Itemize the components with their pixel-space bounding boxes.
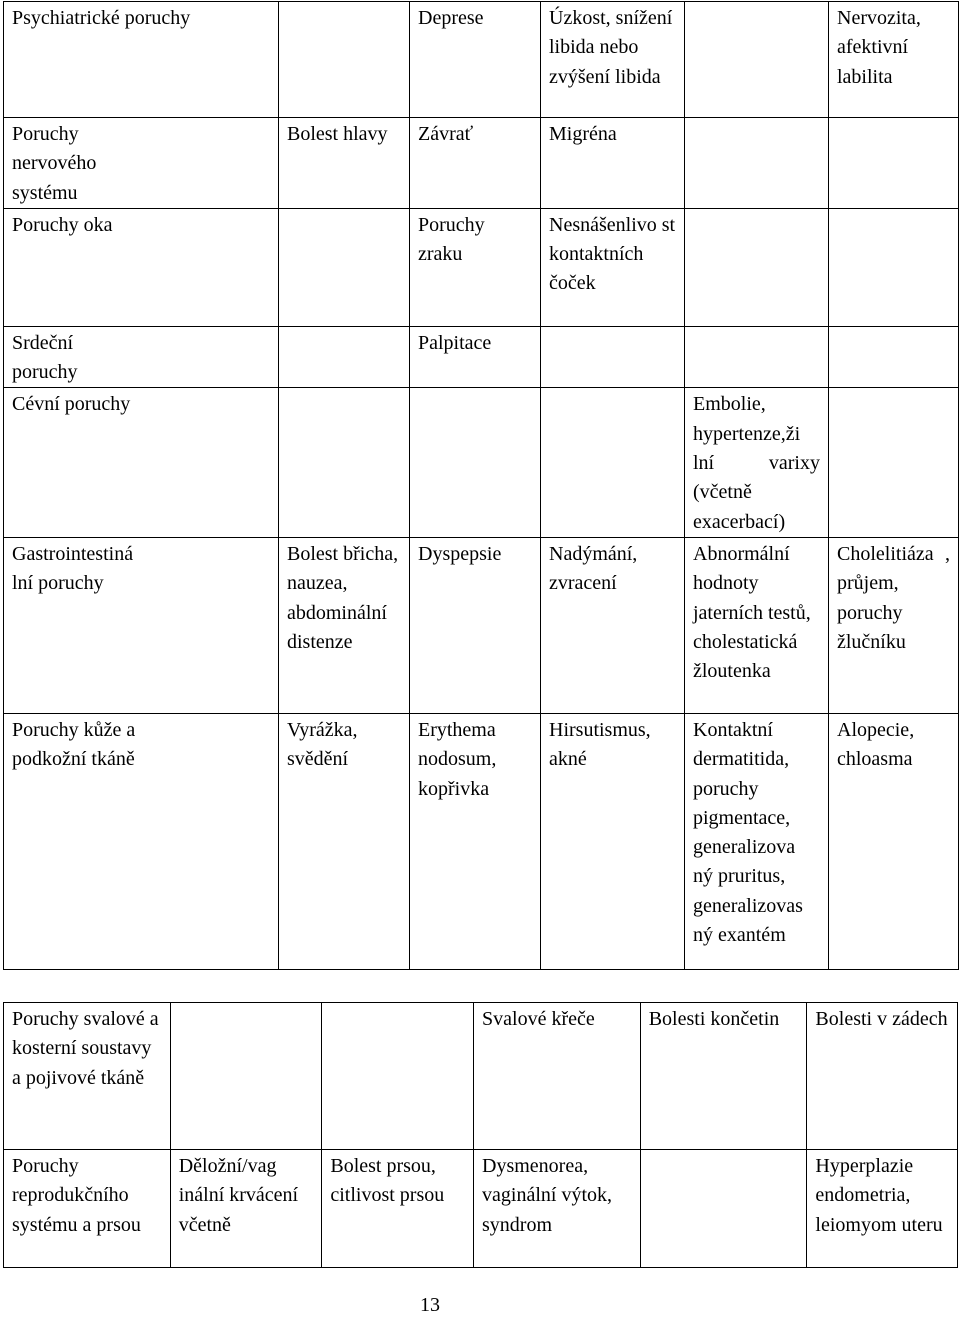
adverse-effects-table bbox=[3, 1, 959, 970]
table-cell: Bolest prsou, citlivost prsou bbox=[322, 1150, 474, 1268]
table-row bbox=[4, 537, 959, 713]
table-cell bbox=[170, 1003, 322, 1150]
table-cell: Nesnášenlivo st kontaktních čoček bbox=[541, 208, 685, 326]
table-cell: Erythema nodosum, kopřivka bbox=[410, 713, 541, 969]
table-cell bbox=[829, 208, 959, 326]
table-cell: Poruchy zraku bbox=[410, 208, 541, 326]
table-cell: Hyperplazie endometria, leiomyom uteru bbox=[807, 1150, 958, 1268]
table-row bbox=[4, 388, 959, 537]
table-cell bbox=[541, 326, 685, 388]
table-row bbox=[4, 2, 959, 118]
table-row bbox=[4, 1003, 958, 1150]
table-cell: Nervozita, afektivní labilita bbox=[829, 2, 959, 118]
table-cell: Bolest hlavy bbox=[279, 118, 410, 209]
table-cell bbox=[640, 1150, 807, 1268]
table-row bbox=[4, 208, 959, 326]
table-cell bbox=[685, 326, 829, 388]
organ-system-cell: Psychiatrické poruchy bbox=[4, 2, 279, 118]
table-cell: Abnormální hodnoty jaterních testů, cholestatická žloutenka bbox=[685, 537, 829, 713]
table-cell: Závrať bbox=[410, 118, 541, 209]
table-cell bbox=[829, 118, 959, 209]
table-cell bbox=[279, 208, 410, 326]
organ-system-cell: Gastrointestiná lní poruchy bbox=[4, 537, 279, 713]
table-cell bbox=[829, 388, 959, 537]
table-cell bbox=[279, 388, 410, 537]
table-cell: Kontaktní dermatitida, poruchy pigmentace, generalizova ný pruritus, generalizovas ný exantém bbox=[685, 713, 829, 969]
table-cell bbox=[279, 326, 410, 388]
organ-system-cell: Poruchy nervového systému bbox=[4, 118, 279, 209]
organ-system-cell: Srdeční poruchy bbox=[4, 326, 279, 388]
table-cell: Vyrážka, svědění bbox=[279, 713, 410, 969]
table-cell bbox=[541, 388, 685, 537]
table-row bbox=[4, 1150, 958, 1268]
table-cell: Bolesti v zádech bbox=[807, 1003, 958, 1150]
organ-system-cell: Poruchy svalové a kosterní soustavy a pojivové tkáně bbox=[4, 1003, 171, 1150]
table-cell: Palpitace bbox=[410, 326, 541, 388]
table-cell bbox=[322, 1003, 474, 1150]
table-cell: Úzkost, snížení libida nebo zvýšení libida bbox=[541, 2, 685, 118]
table-cell: Nadýmání, zvracení bbox=[541, 537, 685, 713]
table-cell: Dysmenorea, vaginální výtok, syndrom bbox=[474, 1150, 641, 1268]
table-cell bbox=[279, 2, 410, 118]
table-cell: Embolie, hypertenze,ži lní varixy (včetně exacerbací) bbox=[685, 388, 829, 537]
table-cell: Cholelitiáza , průjem, poruchy žlučníku bbox=[829, 537, 959, 713]
table-cell bbox=[685, 208, 829, 326]
organ-system-cell: Poruchy reprodukčního systému a prsou bbox=[4, 1150, 171, 1268]
table-cell bbox=[410, 388, 541, 537]
table-cell: Migréna bbox=[541, 118, 685, 209]
table-cell: Deprese bbox=[410, 2, 541, 118]
organ-system-cell: Poruchy oka bbox=[4, 208, 279, 326]
table-cell: Dyspepsie bbox=[410, 537, 541, 713]
page-number: 13 bbox=[420, 1294, 440, 1316]
table-cell: Děložní/vag inální krvácení včetně bbox=[170, 1150, 322, 1268]
adverse-effects-table-continued bbox=[3, 1002, 958, 1268]
table-cell bbox=[685, 118, 829, 209]
table-cell: Svalové křeče bbox=[474, 1003, 641, 1150]
table-row bbox=[4, 118, 959, 209]
table-cell bbox=[685, 2, 829, 118]
table-cell: Hirsutismus, akné bbox=[541, 713, 685, 969]
table-row bbox=[4, 713, 959, 969]
table-cell: Bolest břicha, nauzea, abdominální distenze bbox=[279, 537, 410, 713]
organ-system-cell: Poruchy kůže a podkožní tkáně bbox=[4, 713, 279, 969]
table-cell: Alopecie, chloasma bbox=[829, 713, 959, 969]
organ-system-cell: Cévní poruchy bbox=[4, 388, 279, 537]
table-row bbox=[4, 326, 959, 388]
table-cell: Bolesti končetin bbox=[640, 1003, 807, 1150]
table-cell bbox=[829, 326, 959, 388]
